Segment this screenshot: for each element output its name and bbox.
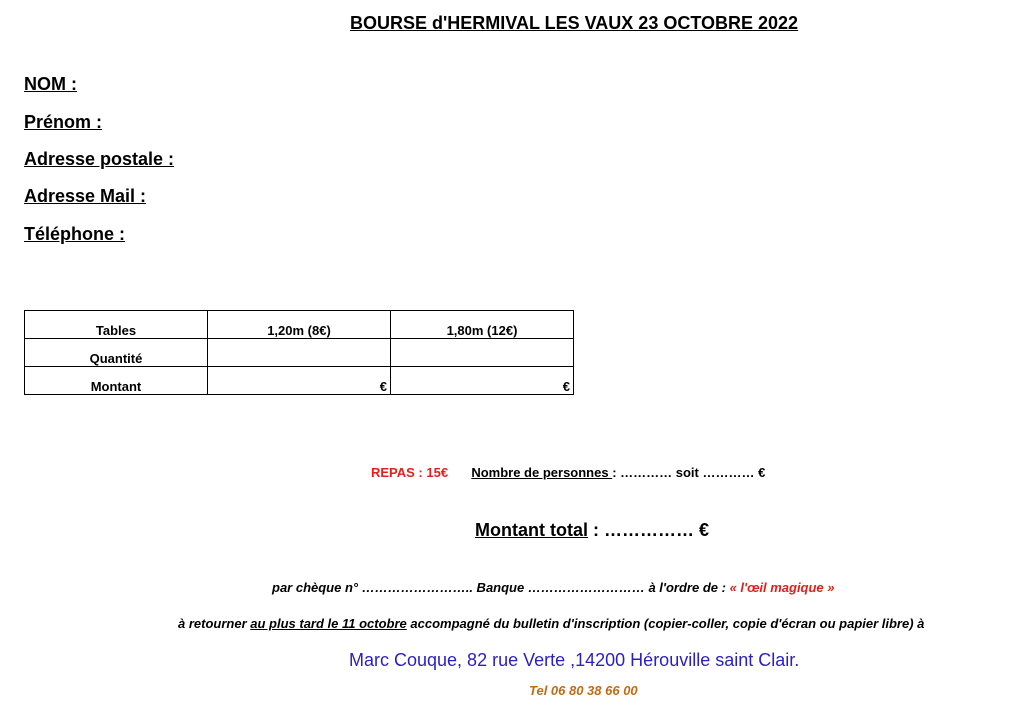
field-prenom: Prénom : [24,112,103,132]
quantite-120-cell[interactable] [208,339,391,367]
payee-name: « l'œil magique » [729,580,835,595]
postal-address: Marc Couque, 82 rue Verte ,14200 Hérouville saint Clair. [349,650,800,670]
row-label-quantite: Quantité [25,339,208,367]
repas-label: REPAS : 15€ [371,465,449,480]
return-prefix: à retourner [178,616,251,631]
field-adresse-postale: Adresse postale : [24,149,175,169]
return-suffix: accompagné du bulletin d'inscription (copier-coller, copie d'écran ou papier libre) à [406,616,925,631]
field-nom: NOM : [24,74,77,94]
quantite-180-cell[interactable] [391,339,574,367]
page-title: BOURSE d'HERMIVAL LES VAUX 23 OCTOBRE 2022 [350,13,799,33]
field-adresse-mail: Adresse Mail : [24,186,147,206]
nombre-personnes-blank: : ………… soit ………… € [612,465,766,480]
payment-text: par chèque n° …………………….. Banque ……………………… à l'ordre de : [272,580,730,595]
montant-total-label: Montant total [475,520,588,540]
table-row-quantite [25,339,574,367]
field-telephone: Téléphone : [24,224,126,244]
repas-line [371,465,765,480]
montant-120-cell[interactable]: € [208,367,391,395]
return-instructions [178,616,924,631]
tables-order-table [24,310,574,395]
row-label-montant: Montant [25,367,208,395]
payment-line [272,580,835,595]
phone-number: Tel 06 80 38 66 00 [529,683,638,698]
table-row-montant [25,367,574,395]
montant-total-line [475,520,709,541]
return-deadline: au plus tard le 11 octobre [250,616,407,631]
table-header-row [25,311,574,339]
montant-180-cell[interactable]: € [391,367,574,395]
header-table-120: 1,20m (8€) [208,311,391,339]
nombre-personnes-label: Nombre de personnes [471,465,613,480]
header-tables: Tables [25,311,208,339]
montant-total-blank: : …………… € [587,520,709,540]
header-table-180: 1,80m (12€) [391,311,574,339]
